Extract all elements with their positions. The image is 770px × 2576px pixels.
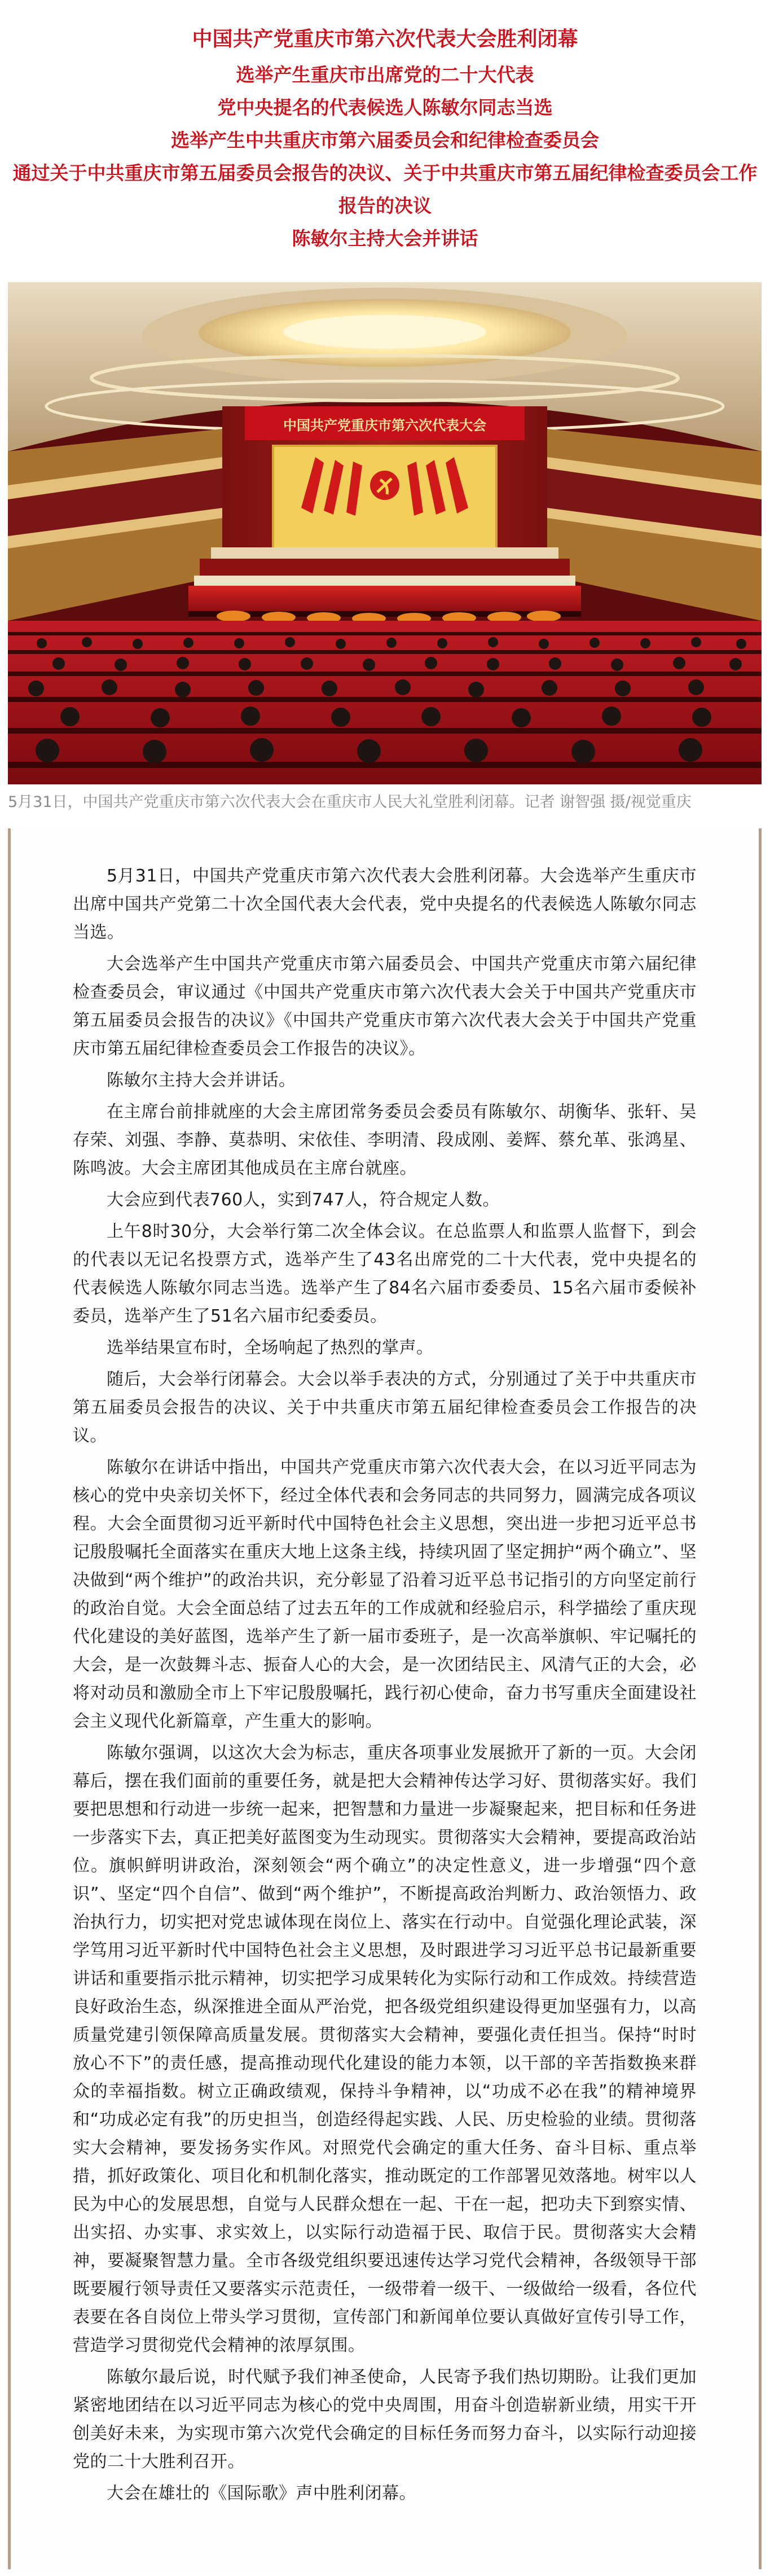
article-paragraph: 陈敏尔强调，以这次大会为标志，重庆各项事业发展掀开了新的一页。大会闭幕后，摆在我们面前的重要任务，就是把大会精神传达学习好、贯彻落实好。我们要把思想和行动进一步统一起来，把智慧和力量进一步凝聚起来，把目标和任务进一步落实下去，真正把美好蓝图变为生动现实。贯彻落实大会精神，要提高政治站位。旗帜鲜明讲政治，深刻领会“两个确立”的决定性意义，进一步增强“四个意识”、坚定“四个自信”、做到“两个维护”，不断提高政治判断力、政治领悟力、政治执行力，切实把对党忠诚体现在岗位上、落实在行动中。自觉强化理论武装，深学笃用习近平新时代中国特色社会主义思想，及时跟进学习习近平总书记最新重要讲话和重要指示批示精神，切实把学习成果转化为实际行动和工作成效。持续营造良好政治生态，纵深推进全面从严治党，把各级党组织建设得更加坚强有力，以高质量党建引领保障高质量发展。贯彻落实大会精神，要强化责任担当。保持“时时放心不下”的责任感，提高推动现代化建设的能力本领，以干部的辛苦指数换来群众的幸福指数。树立正确政绩观，保持斗争精神，以“功成不必在我”的精神境界和“功成必定有我”的历史担当，创造经得起实践、人民、历史检验的业绩。贯彻落实大会精神，要发扬务实作风。对照党代会确定的重大任务、奋斗目标、重点举措，抓好政策化、项目化和机制化落实，推动既定的工作部署见效落地。树牢以人民为中心的发展思想，自觉与人民群众想在一起、干在一起，把功夫下到察实情、出实招、办实事、求实效上，以实际行动造福于民、取信于民。贯彻落实大会精神，要凝聚智慧力量。全市各级党组织要迅速传达学习党代会精神，各级领导干部既要履行领导责任又要落实示范责任，一级带着一级干、一级做给一级看，各位代表要在各自岗位上带头学习贯彻，宣传部门和新闻单位要认真做好宣传引导工作，营造学习贯彻党代会精神的浓厚氛围。 (73, 1743, 697, 2355)
photo-caption: 5月31日，中国共产党重庆市第六次代表大会在重庆市人民大礼堂胜利闭幕。记者 谢智强 摄/视觉重庆 (8, 793, 692, 811)
photo-illustration (8, 282, 762, 784)
article-paragraph: 大会应到代表760人，实到747人，符合规定人数。 (107, 1190, 500, 1210)
photo-banner-text: 中国共产党重庆市第六次代表大会 (283, 418, 486, 433)
article-paragraph: 上午8时30分，大会举行第二次全体会议。在总监票人和监票人监督下，到会的代表以无记名投票方式，选举产生了43名出席党的二十大代表，党中央提名的代表候选人陈敏尔同志当选。选举产生了84名六届市委委员、15名六届市委候补委员，选举产生了51名六届市纪委委员。 (73, 1222, 697, 1326)
article-paragraph: 大会在雄壮的《国际歌》声中胜利闭幕。 (107, 2483, 416, 2503)
article-paragraph: 随后，大会举行闭幕会。大会以举手表决的方式，分别通过了关于中共重庆市第五届委员会报告的决议、关于中共重庆市第五届纪律检查委员会工作报告的决议。 (73, 1370, 697, 1446)
subheadline: 选举产生重庆市出席党的二十大代表 (236, 64, 534, 86)
article-paragraph: 陈敏尔主持大会并讲话。 (107, 1070, 296, 1090)
subheadline: 党中央提名的代表候选人陈敏尔同志当选 (217, 96, 553, 119)
subheadline: 选举产生中共重庆市第六届委员会和纪律检查委员会 (171, 129, 599, 151)
main-headline: 中国共产党重庆市第六次代表大会胜利闭幕 (192, 28, 578, 51)
article-paragraph: 陈敏尔在讲话中指出，中国共产党重庆市第六次代表大会，在以习近平同志为核心的党中央亲切关怀下，经过全体代表和会务同志的共同努力，圆满完成各项议程。大会全面贯彻习近平新时代中国特色社会主义思想，突出进一步把习近平总书记殷殷嘱托全面落实在重庆大地上这条主线，持续巩固了坚定拥护“两个确立”、坚决做到“两个维护”的政治共识，充分彰显了沿着习近平总书记指引的方向坚定前行的政治自觉。大会全面总结了过去五年的工作成就和经验启示，科学描绘了重庆现代化建设的美好蓝图，选举产生了新一届市委班子，是一次高举旗帜、牢记嘱托的大会，是一次鼓舞斗志、振奋人心的大会，是一次团结民主、风清气正的大会，必将对动员和激励全市上下牢记殷殷嘱托，践行初心使命，奋力书写重庆全面建设社会主义现代化新篇章，产生重大的影响。 (73, 1458, 697, 1731)
article-paragraph: 陈敏尔最后说，时代赋予我们神圣使命，人民寄予我们热切期盼。让我们更加紧密地团结在以习近平同志为核心的党中央周围，用奋斗创造崭新业绩，用实干开创美好未来，为实现市第六次党代会确定的目标任务而努力奋斗，以实际行动迎接党的二十大胜利召开。 (73, 2367, 697, 2472)
congress-hall-photo (8, 282, 762, 784)
article-paragraph: 选举结果宣布时，全场响起了热烈的掌声。 (107, 1338, 434, 1358)
headline-block (0, 23, 770, 255)
article-body (8, 828, 762, 2569)
article-paragraph: 在主席台前排就座的大会主席团常务委员会委员有陈敏尔、胡衡华、张轩、吴存荣、刘强、李静、莫恭明、宋依佳、李明清、段成刚、姜辉、蔡允革、张鸿星、陈鸣波。大会主席团其他成员在主席台就座。 (73, 1102, 697, 1178)
article-paragraph: 5月31日，中国共产党重庆市第六次代表大会胜利闭幕。大会选举产生重庆市出席中国共产党第二十次全国代表大会代表，党中央提名的代表候选人陈敏尔同志当选。 (73, 866, 697, 942)
subheadline: 通过关于中共重庆市第五届委员会报告的决议、关于中共重庆市第五届纪律检查委员会工作报告的决议 (12, 162, 758, 217)
subheadline: 陈敏尔主持大会并讲话 (292, 227, 478, 249)
article-paragraph: 大会选举产生中国共产党重庆市第六届委员会、中国共产党重庆市第六届纪律检查委员会，审议通过《中国共产党重庆市第六次代表大会关于中国共产党重庆市第五届委员会报告的决议》《中国共产党重庆市第六次代表大会关于中国共产党重庆市第五届纪律检查委员会工作报告的决议》。 (73, 954, 697, 1059)
